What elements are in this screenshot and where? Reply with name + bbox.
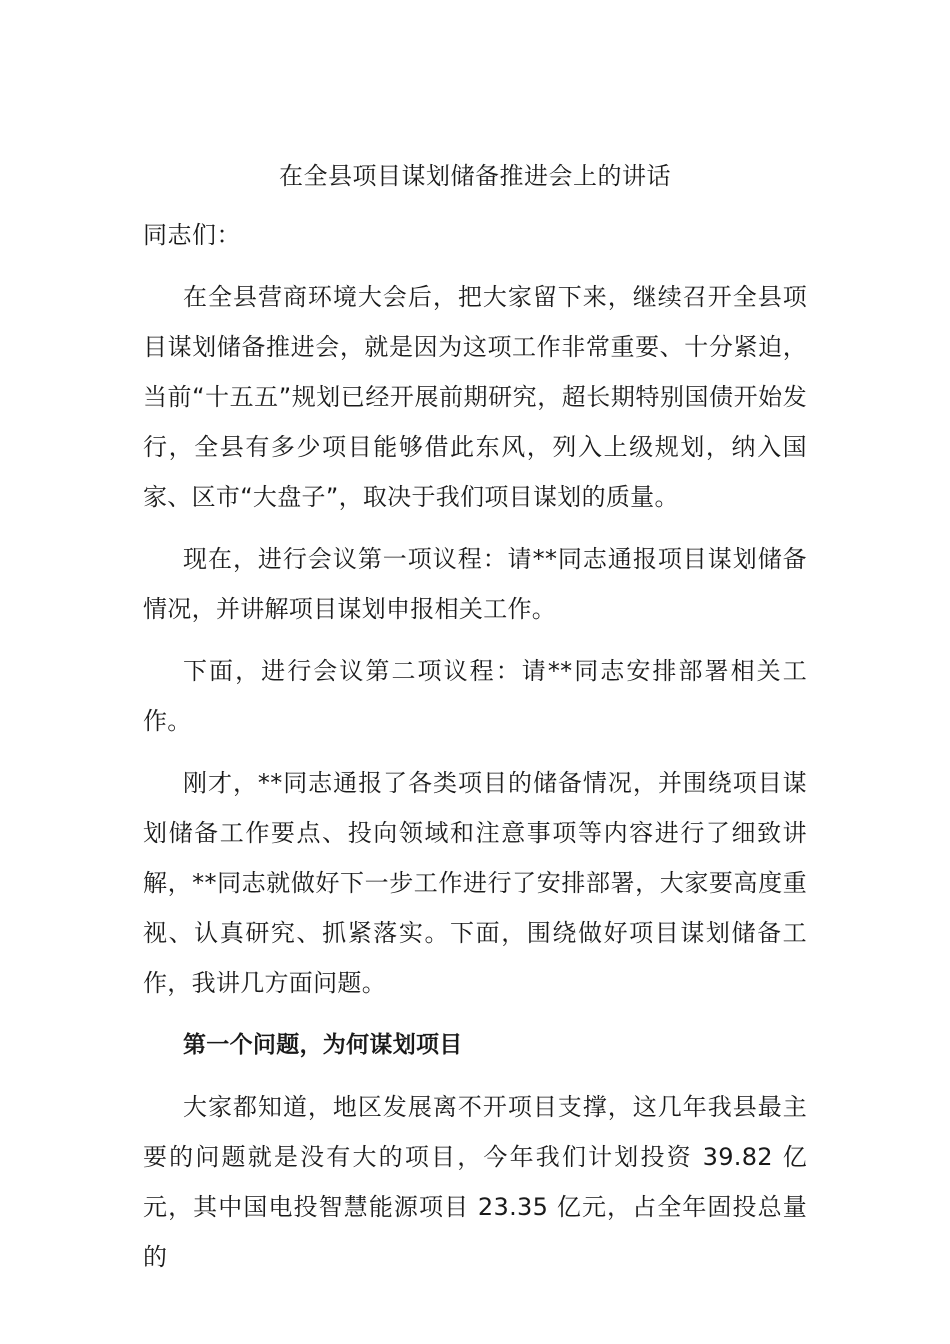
paragraph-summary: 刚才，**同志通报了各类项目的储备情况，并围绕项目谋划储备工作要点、投向领域和注意事项等内容进行了细致讲解，**同志就做好下一步工作进行了安排部署，大家要高度重视、认真研究、抓紧落实。下面，围绕做好项目谋划储备工作，我讲几方面问题。 xyxy=(143,769,807,997)
section-paragraph: 大家都知道，地区发展离不开项目支撑，这几年我县最主要的问题就是没有大的项目，今年我们计划投资 39.82 亿元，其中国电投智慧能源项目 23.35 亿元，占全年固投总量的 xyxy=(143,1093,807,1271)
document-body xyxy=(143,150,807,1294)
section-heading: 第一个问题，为何谋划项目 xyxy=(183,1032,463,1058)
document-title: 在全县项目谋划储备推进会上的讲话 xyxy=(279,162,671,190)
paragraph-agenda-two: 下面，进行会议第二项议程：请**同志安排部署相关工作。 xyxy=(143,657,807,735)
salutation: 同志们： xyxy=(143,221,241,249)
paragraph-agenda-one: 现在，进行会议第一项议程：请**同志通报项目谋划储备情况，并讲解项目谋划申报相关工作。 xyxy=(143,545,807,623)
paragraph-opening: 在全县营商环境大会后，把大家留下来，继续召开全县项目谋划储备推进会，就是因为这项工作非常重要、十分紧迫，当前“十五五”规划已经开展前期研究，超长期特别国债开始发行，全县有多少项目能够借此东风，列入上级规划，纳入国家、区市“大盘子”，取决于我们项目谋划的质量。 xyxy=(143,283,807,511)
